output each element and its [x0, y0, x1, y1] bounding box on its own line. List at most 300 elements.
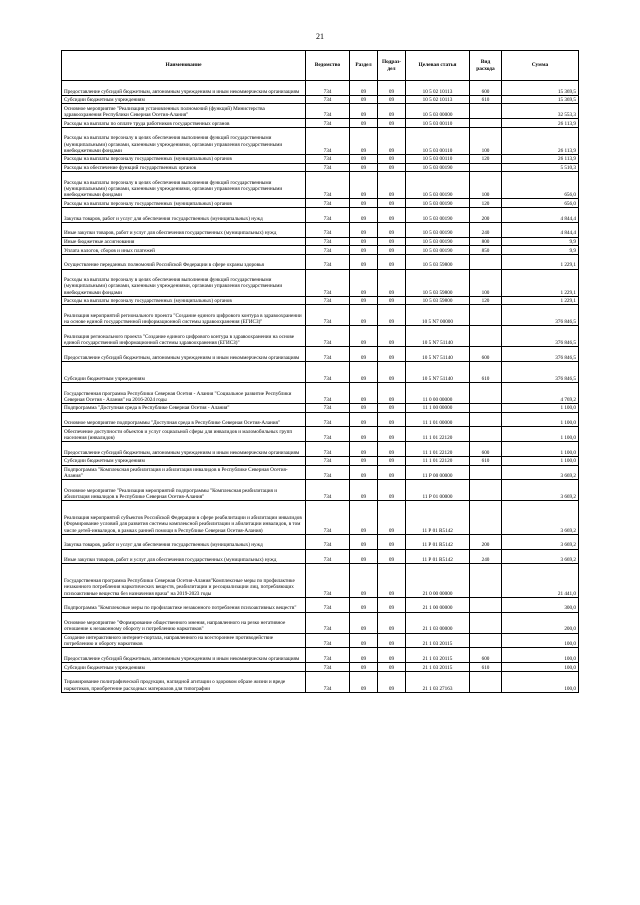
- row-vedomstvo: 734: [306, 104, 350, 119]
- table-row: [62, 95, 579, 104]
- row-vid-raskhoda: [470, 254, 502, 269]
- row-summa: 21 441,0: [502, 564, 579, 597]
- row-razdel: 09: [350, 104, 378, 119]
- row-vid-raskhoda: [470, 119, 502, 128]
- table-row: [62, 671, 579, 692]
- row-podrazdel: 09: [378, 549, 406, 564]
- row-vedomstvo: 734: [306, 154, 350, 163]
- row-celevaya-statya: 21 1 03 20115: [406, 648, 470, 663]
- row-razdel: 09: [350, 347, 378, 362]
- row-name: Иные закупки товаров, работ и услуг для обеспечения государственных (муниципальных) нужд: [62, 549, 306, 564]
- row-razdel: 09: [350, 172, 378, 199]
- row-podrazdel: 09: [378, 163, 406, 172]
- row-razdel: 09: [350, 199, 378, 208]
- row-vedomstvo: 734: [306, 663, 350, 672]
- row-summa: 376 846,5: [502, 347, 579, 362]
- row-summa: 1 100,0: [502, 412, 579, 427]
- row-vid-raskhoda: [470, 104, 502, 119]
- row-name: Субсидии бюджетным учреждениям: [62, 95, 306, 104]
- row-summa: 26 113,9: [502, 154, 579, 163]
- header-summa: Сумма: [502, 51, 579, 81]
- row-name: Расходы на выплаты по оплате труда работников государственных органов: [62, 119, 306, 128]
- row-summa: 1 229,1: [502, 254, 579, 269]
- row-podrazdel: 09: [378, 347, 406, 362]
- row-celevaya-statya: 10 5 03 00190: [406, 172, 470, 199]
- row-celevaya-statya: 10 5 02 10113: [406, 81, 470, 96]
- row-name: Реализация регионального проекта "Создание единого цифрового контура в здравоохранении на основе единой государственной информационной системы здравоохранения (ЕГИСЗ)": [62, 326, 306, 347]
- row-name: Закупка товаров, работ и услуг для обеспечения государственных (муниципальных) нужд: [62, 207, 306, 222]
- row-razdel: 09: [350, 457, 378, 466]
- row-name: Субсидии бюджетным учреждениям: [62, 457, 306, 466]
- row-razdel: 09: [350, 612, 378, 633]
- row-razdel: 09: [350, 296, 378, 305]
- row-summa: 200,0: [502, 612, 579, 633]
- row-summa: 1 100,0: [502, 442, 579, 457]
- table-row: [62, 465, 579, 480]
- row-razdel: 09: [350, 663, 378, 672]
- row-razdel: 09: [350, 383, 378, 404]
- table-row: [62, 564, 579, 597]
- row-podrazdel: 09: [378, 412, 406, 427]
- row-vedomstvo: 734: [306, 246, 350, 255]
- table-row: [62, 534, 579, 549]
- row-celevaya-statya: 11 1 01 22120: [406, 427, 470, 442]
- row-razdel: 09: [350, 648, 378, 663]
- row-name: Расходы на выплаты персоналу в целях обеспечения выполнения функций государственными (муниципальными) органами, казенными учреждениями, органами управления государственными внебюджетными фондами: [62, 269, 306, 296]
- row-name: Расходы на выплаты персоналу государственных (муниципальных) органов: [62, 154, 306, 163]
- row-vid-raskhoda: [470, 383, 502, 404]
- row-razdel: 09: [350, 246, 378, 255]
- row-name: Основное мероприятие подпрограммы "Доступная среда в Республике Северная Осетия-Алания": [62, 412, 306, 427]
- table-row: [62, 597, 579, 612]
- header-podrazdel: Подраз- дел: [378, 51, 406, 81]
- row-summa: 3 669,2: [502, 534, 579, 549]
- row-vid-raskhoda: [470, 412, 502, 427]
- row-celevaya-statya: 21 1 03 20115: [406, 633, 470, 648]
- table-body: [62, 81, 579, 693]
- row-vedomstvo: 734: [306, 383, 350, 404]
- row-podrazdel: 09: [378, 199, 406, 208]
- row-vedomstvo: 734: [306, 501, 350, 534]
- table-row: [62, 172, 579, 199]
- row-name: Субсидии бюджетным учреждениям: [62, 663, 306, 672]
- table-row: [62, 81, 579, 96]
- row-vedomstvo: 734: [306, 199, 350, 208]
- row-summa: 32 553,3: [502, 104, 579, 119]
- row-vid-raskhoda: 100: [470, 127, 502, 154]
- row-vedomstvo: 734: [306, 163, 350, 172]
- row-vid-raskhoda: 600: [470, 442, 502, 457]
- row-celevaya-statya: 11 Р 00 00000: [406, 465, 470, 480]
- row-razdel: 09: [350, 119, 378, 128]
- row-vedomstvo: 734: [306, 465, 350, 480]
- table-row: [62, 457, 579, 466]
- row-celevaya-statya: 11 1 00 00000: [406, 404, 470, 413]
- row-razdel: 09: [350, 254, 378, 269]
- row-celevaya-statya: 10 5 N7 51140: [406, 362, 470, 383]
- row-summa: 100,0: [502, 663, 579, 672]
- row-razdel: 09: [350, 442, 378, 457]
- row-celevaya-statya: 10 5 03 00110: [406, 154, 470, 163]
- table-row: [62, 326, 579, 347]
- page-number: 21: [316, 32, 324, 41]
- row-celevaya-statya: 11 Р 01 R5142: [406, 534, 470, 549]
- row-vedomstvo: 734: [306, 597, 350, 612]
- row-name: Уплата налогов, сборов и иных платежей: [62, 246, 306, 255]
- row-name: Основное мероприятие "Формирование общественного мнения, направленного на резко негативное отношение к незаконному обороту и потреблению наркотиков": [62, 612, 306, 633]
- row-vid-raskhoda: 610: [470, 663, 502, 672]
- row-summa: 3 669,2: [502, 549, 579, 564]
- row-vedomstvo: 734: [306, 534, 350, 549]
- row-vid-raskhoda: 100: [470, 172, 502, 199]
- row-celevaya-statya: 10 5 03 00190: [406, 246, 470, 255]
- table-row: [62, 663, 579, 672]
- row-celevaya-statya: 10 5 03 00110: [406, 119, 470, 128]
- row-vedomstvo: 734: [306, 362, 350, 383]
- row-vid-raskhoda: [470, 501, 502, 534]
- row-summa: 4 844,4: [502, 222, 579, 237]
- row-summa: 15 369,5: [502, 81, 579, 96]
- row-vid-raskhoda: [470, 163, 502, 172]
- row-summa: 100,0: [502, 633, 579, 648]
- table-row: [62, 347, 579, 362]
- row-celevaya-statya: 21 1 03 00000: [406, 612, 470, 633]
- row-vedomstvo: 734: [306, 412, 350, 427]
- row-name: Иные бюджетные ассигнования: [62, 237, 306, 246]
- row-vedomstvo: 734: [306, 457, 350, 466]
- row-summa: 1 100,0: [502, 457, 579, 466]
- row-summa: 656,0: [502, 172, 579, 199]
- row-podrazdel: 09: [378, 305, 406, 326]
- row-podrazdel: 09: [378, 127, 406, 154]
- row-razdel: 09: [350, 501, 378, 534]
- row-razdel: 09: [350, 127, 378, 154]
- row-celevaya-statya: 10 5 02 10113: [406, 95, 470, 104]
- header-vedomstvo: Ведомство: [306, 51, 350, 81]
- row-razdel: 09: [350, 534, 378, 549]
- header-vid-raskhoda: Вид расхода: [470, 51, 502, 81]
- row-vedomstvo: 734: [306, 95, 350, 104]
- row-podrazdel: 09: [378, 671, 406, 692]
- row-vid-raskhoda: 610: [470, 362, 502, 383]
- table-row: [62, 207, 579, 222]
- row-razdel: 09: [350, 549, 378, 564]
- row-vid-raskhoda: [470, 597, 502, 612]
- row-razdel: 09: [350, 326, 378, 347]
- row-name: Закупка товаров, работ и услуг для обеспечения государственных (муниципальных) нужд: [62, 534, 306, 549]
- row-vedomstvo: 734: [306, 633, 350, 648]
- row-razdel: 09: [350, 404, 378, 413]
- row-celevaya-statya: 10 5 N7 51140: [406, 326, 470, 347]
- row-podrazdel: 09: [378, 154, 406, 163]
- row-vedomstvo: 734: [306, 480, 350, 501]
- table-row: [62, 237, 579, 246]
- row-name: Предоставление субсидий бюджетным, автономным учреждениям и иным некоммерческим организациям: [62, 648, 306, 663]
- row-razdel: 09: [350, 597, 378, 612]
- row-celevaya-statya: 10 5 03 00190: [406, 163, 470, 172]
- row-celevaya-statya: 10 5 03 59800: [406, 254, 470, 269]
- row-vedomstvo: 734: [306, 172, 350, 199]
- row-podrazdel: 09: [378, 104, 406, 119]
- row-summa: 15 369,5: [502, 95, 579, 104]
- row-vedomstvo: 734: [306, 237, 350, 246]
- table-row: [62, 254, 579, 269]
- row-summa: 1 100,0: [502, 404, 579, 413]
- row-vedomstvo: 734: [306, 648, 350, 663]
- row-podrazdel: 09: [378, 564, 406, 597]
- row-razdel: 09: [350, 305, 378, 326]
- row-vid-raskhoda: [470, 427, 502, 442]
- row-vedomstvo: 734: [306, 347, 350, 362]
- row-podrazdel: 09: [378, 501, 406, 534]
- row-podrazdel: 09: [378, 119, 406, 128]
- table-row: [62, 480, 579, 501]
- row-name: Расходы на выплаты персоналу в целях обеспечения выполнения функций государственными (муниципальными) органами, казенными учреждениями, органами управления государственными внебюджетными фондами: [62, 172, 306, 199]
- row-podrazdel: 09: [378, 534, 406, 549]
- row-summa: 376 846,5: [502, 362, 579, 383]
- row-summa: 26 113,9: [502, 119, 579, 128]
- row-podrazdel: 09: [378, 480, 406, 501]
- row-celevaya-statya: 10 5 03 59800: [406, 269, 470, 296]
- row-name: Расходы на выплаты персоналу в целях обеспечения выполнения функций государственными (муниципальными) органами, казенными учреждениями, органами управления государственными внебюджетными фондами: [62, 127, 306, 154]
- row-razdel: 09: [350, 81, 378, 96]
- row-razdel: 09: [350, 222, 378, 237]
- table-row: [62, 163, 579, 172]
- table-row: [62, 501, 579, 534]
- table-row: [62, 612, 579, 633]
- row-name: Осуществление переданных полномочий Российской Федерации в сфере охраны здоровья: [62, 254, 306, 269]
- row-summa: 1 229,1: [502, 296, 579, 305]
- row-podrazdel: 09: [378, 172, 406, 199]
- row-celevaya-statya: 10 5 03 00110: [406, 127, 470, 154]
- row-vedomstvo: 734: [306, 427, 350, 442]
- row-vid-raskhoda: 120: [470, 154, 502, 163]
- row-vid-raskhoda: 610: [470, 95, 502, 104]
- row-celevaya-statya: 11 Р 01 R5142: [406, 549, 470, 564]
- row-name: Расходы на выплаты персоналу государственных (муниципальных) органов: [62, 199, 306, 208]
- row-celevaya-statya: 11 0 00 00000: [406, 383, 470, 404]
- row-vid-raskhoda: [470, 564, 502, 597]
- row-name: Расходы на обеспечение функций государственных органов: [62, 163, 306, 172]
- row-celevaya-statya: 11 1 01 00000: [406, 412, 470, 427]
- row-razdel: 09: [350, 95, 378, 104]
- row-razdel: 09: [350, 154, 378, 163]
- row-podrazdel: 09: [378, 442, 406, 457]
- row-name: Реализация мероприятий субъектов Российской Федерации в сфере реабилитации и абилитации инвалидов (Формирование условий для развития системы комплексной реабилитации и абилитации инвалидов, в том числе детей-инвалидов, в рамках ранней помощи в Республике Северная Осетия-Алания): [62, 501, 306, 534]
- row-summa: 26 113,9: [502, 127, 579, 154]
- row-name: Расходы на выплаты персоналу государственных (муниципальных) органов: [62, 296, 306, 305]
- row-summa: 4 769,2: [502, 383, 579, 404]
- row-name: Основное мероприятие "Реализация установленных полномочий (функций) Министерства здравоохранения Республики Северная Осетия-Алания": [62, 104, 306, 119]
- row-celevaya-statya: 10 5 N7 51140: [406, 347, 470, 362]
- row-celevaya-statya: 11 Р 01 00000: [406, 480, 470, 501]
- row-razdel: 09: [350, 269, 378, 296]
- row-name: Создание интерактивного интернет-портала, направленного на всестороннее противодействие потреблению и обороту наркотиков: [62, 633, 306, 648]
- row-vid-raskhoda: [470, 480, 502, 501]
- row-name: Иные закупки товаров, работ и услуг для обеспечения государственных (муниципальных) нужд: [62, 222, 306, 237]
- table-header: [62, 51, 579, 81]
- row-summa: 5 510,3: [502, 163, 579, 172]
- row-vid-raskhoda: 120: [470, 296, 502, 305]
- row-vid-raskhoda: 200: [470, 207, 502, 222]
- row-name: Основное мероприятие "Реализация мероприятий подпрограммы "Комплексная реабилитация и абилитация инвалидов в Республике Северная Осетия-Алания": [62, 480, 306, 501]
- row-podrazdel: 09: [378, 296, 406, 305]
- row-name: Подпрограмма "Комплексные меры по профилактике незаконного потребления психоактивных веществ": [62, 597, 306, 612]
- row-name: Тиражирование полиграфической продукции, наглядной агитации о здоровом образе жизни и вреде наркотиков, приобретение расходных материалов для типографии: [62, 671, 306, 692]
- row-celevaya-statya: 10 5 03 00190: [406, 199, 470, 208]
- row-razdel: 09: [350, 207, 378, 222]
- row-name: Субсидии бюджетным учреждениям: [62, 362, 306, 383]
- row-vid-raskhoda: 850: [470, 246, 502, 255]
- row-celevaya-statya: 10 5 03 00000: [406, 104, 470, 119]
- row-vid-raskhoda: 240: [470, 549, 502, 564]
- row-razdel: 09: [350, 671, 378, 692]
- row-vedomstvo: 734: [306, 326, 350, 347]
- row-razdel: 09: [350, 564, 378, 597]
- row-vid-raskhoda: [470, 326, 502, 347]
- table-row: [62, 296, 579, 305]
- row-celevaya-statya: 21 0 00 00000: [406, 564, 470, 597]
- row-summa: 100,0: [502, 648, 579, 663]
- row-summa: 376 846,5: [502, 326, 579, 347]
- table-row: [62, 199, 579, 208]
- row-razdel: 09: [350, 237, 378, 246]
- row-vedomstvo: 734: [306, 254, 350, 269]
- row-celevaya-statya: 11 Р 01 R5142: [406, 501, 470, 534]
- row-summa: 300,0: [502, 597, 579, 612]
- row-vid-raskhoda: [470, 633, 502, 648]
- row-celevaya-statya: 11 1 01 22120: [406, 457, 470, 466]
- row-celevaya-statya: 10 5 03 00190: [406, 222, 470, 237]
- row-vid-raskhoda: 600: [470, 81, 502, 96]
- table-row: [62, 412, 579, 427]
- row-razdel: 09: [350, 633, 378, 648]
- row-celevaya-statya: 10 5 03 00190: [406, 237, 470, 246]
- row-podrazdel: 09: [378, 383, 406, 404]
- row-podrazdel: 09: [378, 597, 406, 612]
- row-name: Реализация мероприятий регионального проекта "Создание единого цифрового контура в здравоохранении на основе единой государственной информационной системы здравоохранения (ЕГИСЗ)": [62, 305, 306, 326]
- row-razdel: 09: [350, 163, 378, 172]
- row-summa: 376 846,5: [502, 305, 579, 326]
- table-row: [62, 648, 579, 663]
- row-celevaya-statya: 21 1 00 00000: [406, 597, 470, 612]
- row-celevaya-statya: 10 5 03 59800: [406, 296, 470, 305]
- row-podrazdel: 09: [378, 326, 406, 347]
- header-razdel: Раздел: [350, 51, 378, 81]
- row-vedomstvo: 734: [306, 296, 350, 305]
- row-summa: 9,9: [502, 237, 579, 246]
- row-vid-raskhoda: 600: [470, 648, 502, 663]
- row-summa: 100,0: [502, 671, 579, 692]
- row-vedomstvo: 734: [306, 612, 350, 633]
- row-podrazdel: 09: [378, 404, 406, 413]
- row-vedomstvo: 734: [306, 404, 350, 413]
- row-razdel: 09: [350, 362, 378, 383]
- table-row: [62, 549, 579, 564]
- row-razdel: 09: [350, 427, 378, 442]
- table-row: [62, 104, 579, 119]
- table-row: [62, 427, 579, 442]
- row-celevaya-statya: 21 1 03 27163: [406, 671, 470, 692]
- row-vid-raskhoda: 200: [470, 534, 502, 549]
- row-vedomstvo: 734: [306, 564, 350, 597]
- row-name: Предоставление субсидий бюджетным, автономным учреждениям и иным некоммерческим организациям: [62, 442, 306, 457]
- row-podrazdel: 09: [378, 81, 406, 96]
- row-name: Подпрограмма "Комплексная реабилитация и абилитация инвалидов в Республике Северная Осетия-Алания": [62, 465, 306, 480]
- row-name: Государственная программа Республики Северная Осетия-Алания"Комплексные меры по профилактике незаконного потребления наркотических веществ, реабилитации и ресоциализации лиц, потребляющих психоактивные вещества без назначения врача" на 2019-2023 годы: [62, 564, 306, 597]
- row-vid-raskhoda: 240: [470, 222, 502, 237]
- row-summa: 1 100,0: [502, 427, 579, 442]
- row-summa: 3 669,2: [502, 501, 579, 534]
- table-row: [62, 633, 579, 648]
- row-podrazdel: 09: [378, 648, 406, 663]
- row-name: Предоставление субсидий бюджетным, автономным учреждениям и иным некоммерческим организациям: [62, 81, 306, 96]
- row-vid-raskhoda: [470, 671, 502, 692]
- row-podrazdel: 09: [378, 427, 406, 442]
- row-podrazdel: 09: [378, 254, 406, 269]
- row-vedomstvo: 734: [306, 269, 350, 296]
- row-vedomstvo: 734: [306, 305, 350, 326]
- row-vid-raskhoda: [470, 612, 502, 633]
- row-summa: 9,9: [502, 246, 579, 255]
- row-vedomstvo: 734: [306, 442, 350, 457]
- row-podrazdel: 09: [378, 457, 406, 466]
- row-name: Обеспечение доступности объектов и услуг социальной сферы для инвалидов и маломобильных групп населения (инвалидов): [62, 427, 306, 442]
- row-podrazdel: 09: [378, 362, 406, 383]
- row-vid-raskhoda: 600: [470, 347, 502, 362]
- row-summa: 4 844,4: [502, 207, 579, 222]
- row-vid-raskhoda: 800: [470, 237, 502, 246]
- table-row: [62, 362, 579, 383]
- table-row: [62, 404, 579, 413]
- row-podrazdel: 09: [378, 95, 406, 104]
- row-vedomstvo: 734: [306, 207, 350, 222]
- row-vid-raskhoda: 120: [470, 199, 502, 208]
- table-row: [62, 269, 579, 296]
- row-razdel: 09: [350, 465, 378, 480]
- row-podrazdel: 09: [378, 663, 406, 672]
- row-summa: 1 229,1: [502, 269, 579, 296]
- row-summa: 3 669,2: [502, 465, 579, 480]
- table-row: [62, 383, 579, 404]
- table-row: [62, 222, 579, 237]
- row-vedomstvo: 734: [306, 549, 350, 564]
- row-podrazdel: 09: [378, 612, 406, 633]
- row-name: Подпрограмма "Доступная среда в Республике Северная Осетия - Алания": [62, 404, 306, 413]
- table-row: [62, 119, 579, 128]
- row-celevaya-statya: 10 5 N7 00000: [406, 305, 470, 326]
- row-podrazdel: 09: [378, 269, 406, 296]
- row-celevaya-statya: 21 1 03 20115: [406, 663, 470, 672]
- row-razdel: 09: [350, 480, 378, 501]
- row-podrazdel: 09: [378, 246, 406, 255]
- row-vid-raskhoda: [470, 465, 502, 480]
- row-vedomstvo: 734: [306, 222, 350, 237]
- row-summa: 3 669,2: [502, 480, 579, 501]
- header-celevaya-statya: Целевая статья: [406, 51, 470, 81]
- row-celevaya-statya: 11 1 01 22120: [406, 442, 470, 457]
- row-vedomstvo: 734: [306, 127, 350, 154]
- row-vid-raskhoda: 100: [470, 269, 502, 296]
- row-vedomstvo: 734: [306, 119, 350, 128]
- header-name: Наименование: [62, 51, 306, 81]
- table-row: [62, 442, 579, 457]
- row-razdel: 09: [350, 412, 378, 427]
- row-vid-raskhoda: 610: [470, 457, 502, 466]
- table-row: [62, 305, 579, 326]
- row-vedomstvo: 734: [306, 81, 350, 96]
- row-name: Государственная программа Республики Северная Осетия - Алания "Социальное развитие Республики Северная Осетия - Алания" на 2016-2024 годы: [62, 383, 306, 404]
